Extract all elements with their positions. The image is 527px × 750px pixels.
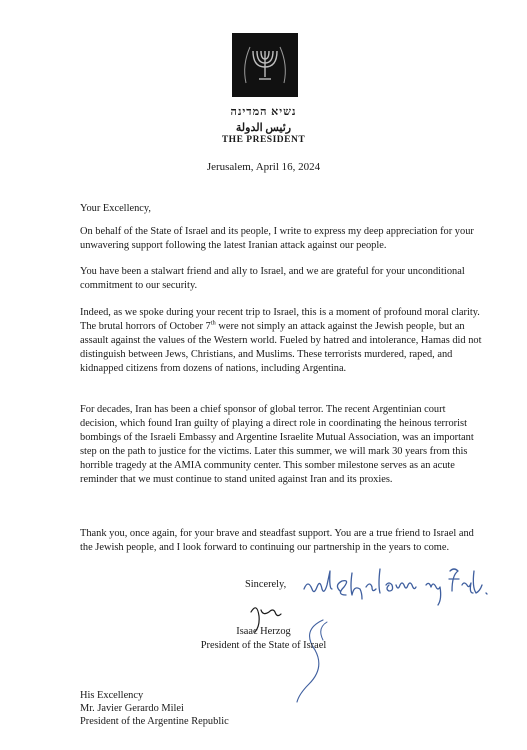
closing-sincerely: Sincerely, [245, 579, 287, 590]
addressee-line-1: His Excellency [80, 690, 144, 701]
dateline: Jerusalem, April 16, 2024 [206, 161, 321, 173]
signer-name: Isaac Herzog [236, 626, 291, 637]
paragraph-2: You have been a stalwart friend and ally to Israel, and we are grateful for your unconditional commitment to our security. [80, 266, 465, 291]
header-english: THE PRESIDENT [221, 135, 306, 145]
addressee-line-3: President of the Argentine Republic [80, 716, 229, 727]
ordinal-suffix: th [210, 319, 216, 327]
paragraph-5: Thank you, once again, for your brave and steadfast support. You are a true friend to Israel and the Jewish people, and I look forward to continuing our partnership in the years to come. [80, 528, 474, 553]
addressee-line-2: Mr. Javier Gerardo Milei [80, 703, 184, 714]
handwritten-signature-icon [245, 598, 345, 708]
paragraph-3-part-b: were not simply an attack against the Jewish people, but an assault against the values of the Western world. Fueled by hatred and intolerance, Hamas did not distinguish between Jews, Christians, and Muslims. These terrorists murdered, raped, and kidnapped citizens from dozens of nations, including Argentina. [80, 321, 482, 374]
header-arabic: رئيس الدولة [235, 122, 292, 134]
signer-title: President of the State of Israel [200, 640, 327, 651]
paragraph-4: For decades, Iran has been a chief sponsor of global terror. The recent Argentinian court decision, which found Iran guilty of playing a direct role in coordinating the heinous terrorist bombings of the Israeli Embassy and Argentine Israelite Mutual Association, was an important step on the path to justice for the victims. Later this summer, we will mark 30 years from this horrible tragedy at the AMIA community center. This somber milestone serves as an acute reminder that we must continue to stand united against Iran and its proxies. [80, 404, 474, 485]
header-hebrew: נשיא המדינה [230, 106, 297, 118]
salutation: Your Excellency, [80, 203, 151, 214]
paragraph-3-part-a: Indeed, as we spoke during your recent trip to Israel, this is a moment of profound moral clarity. The brutal horrors of October 7 [80, 307, 480, 332]
paragraph-1: On behalf of the State of Israel and its people, I write to express my deep appreciation for your unwavering support following the latest Iranian attack against our people. [80, 226, 474, 251]
menorah-emblem-icon [232, 33, 298, 97]
paragraph-3 [80, 306, 485, 376]
